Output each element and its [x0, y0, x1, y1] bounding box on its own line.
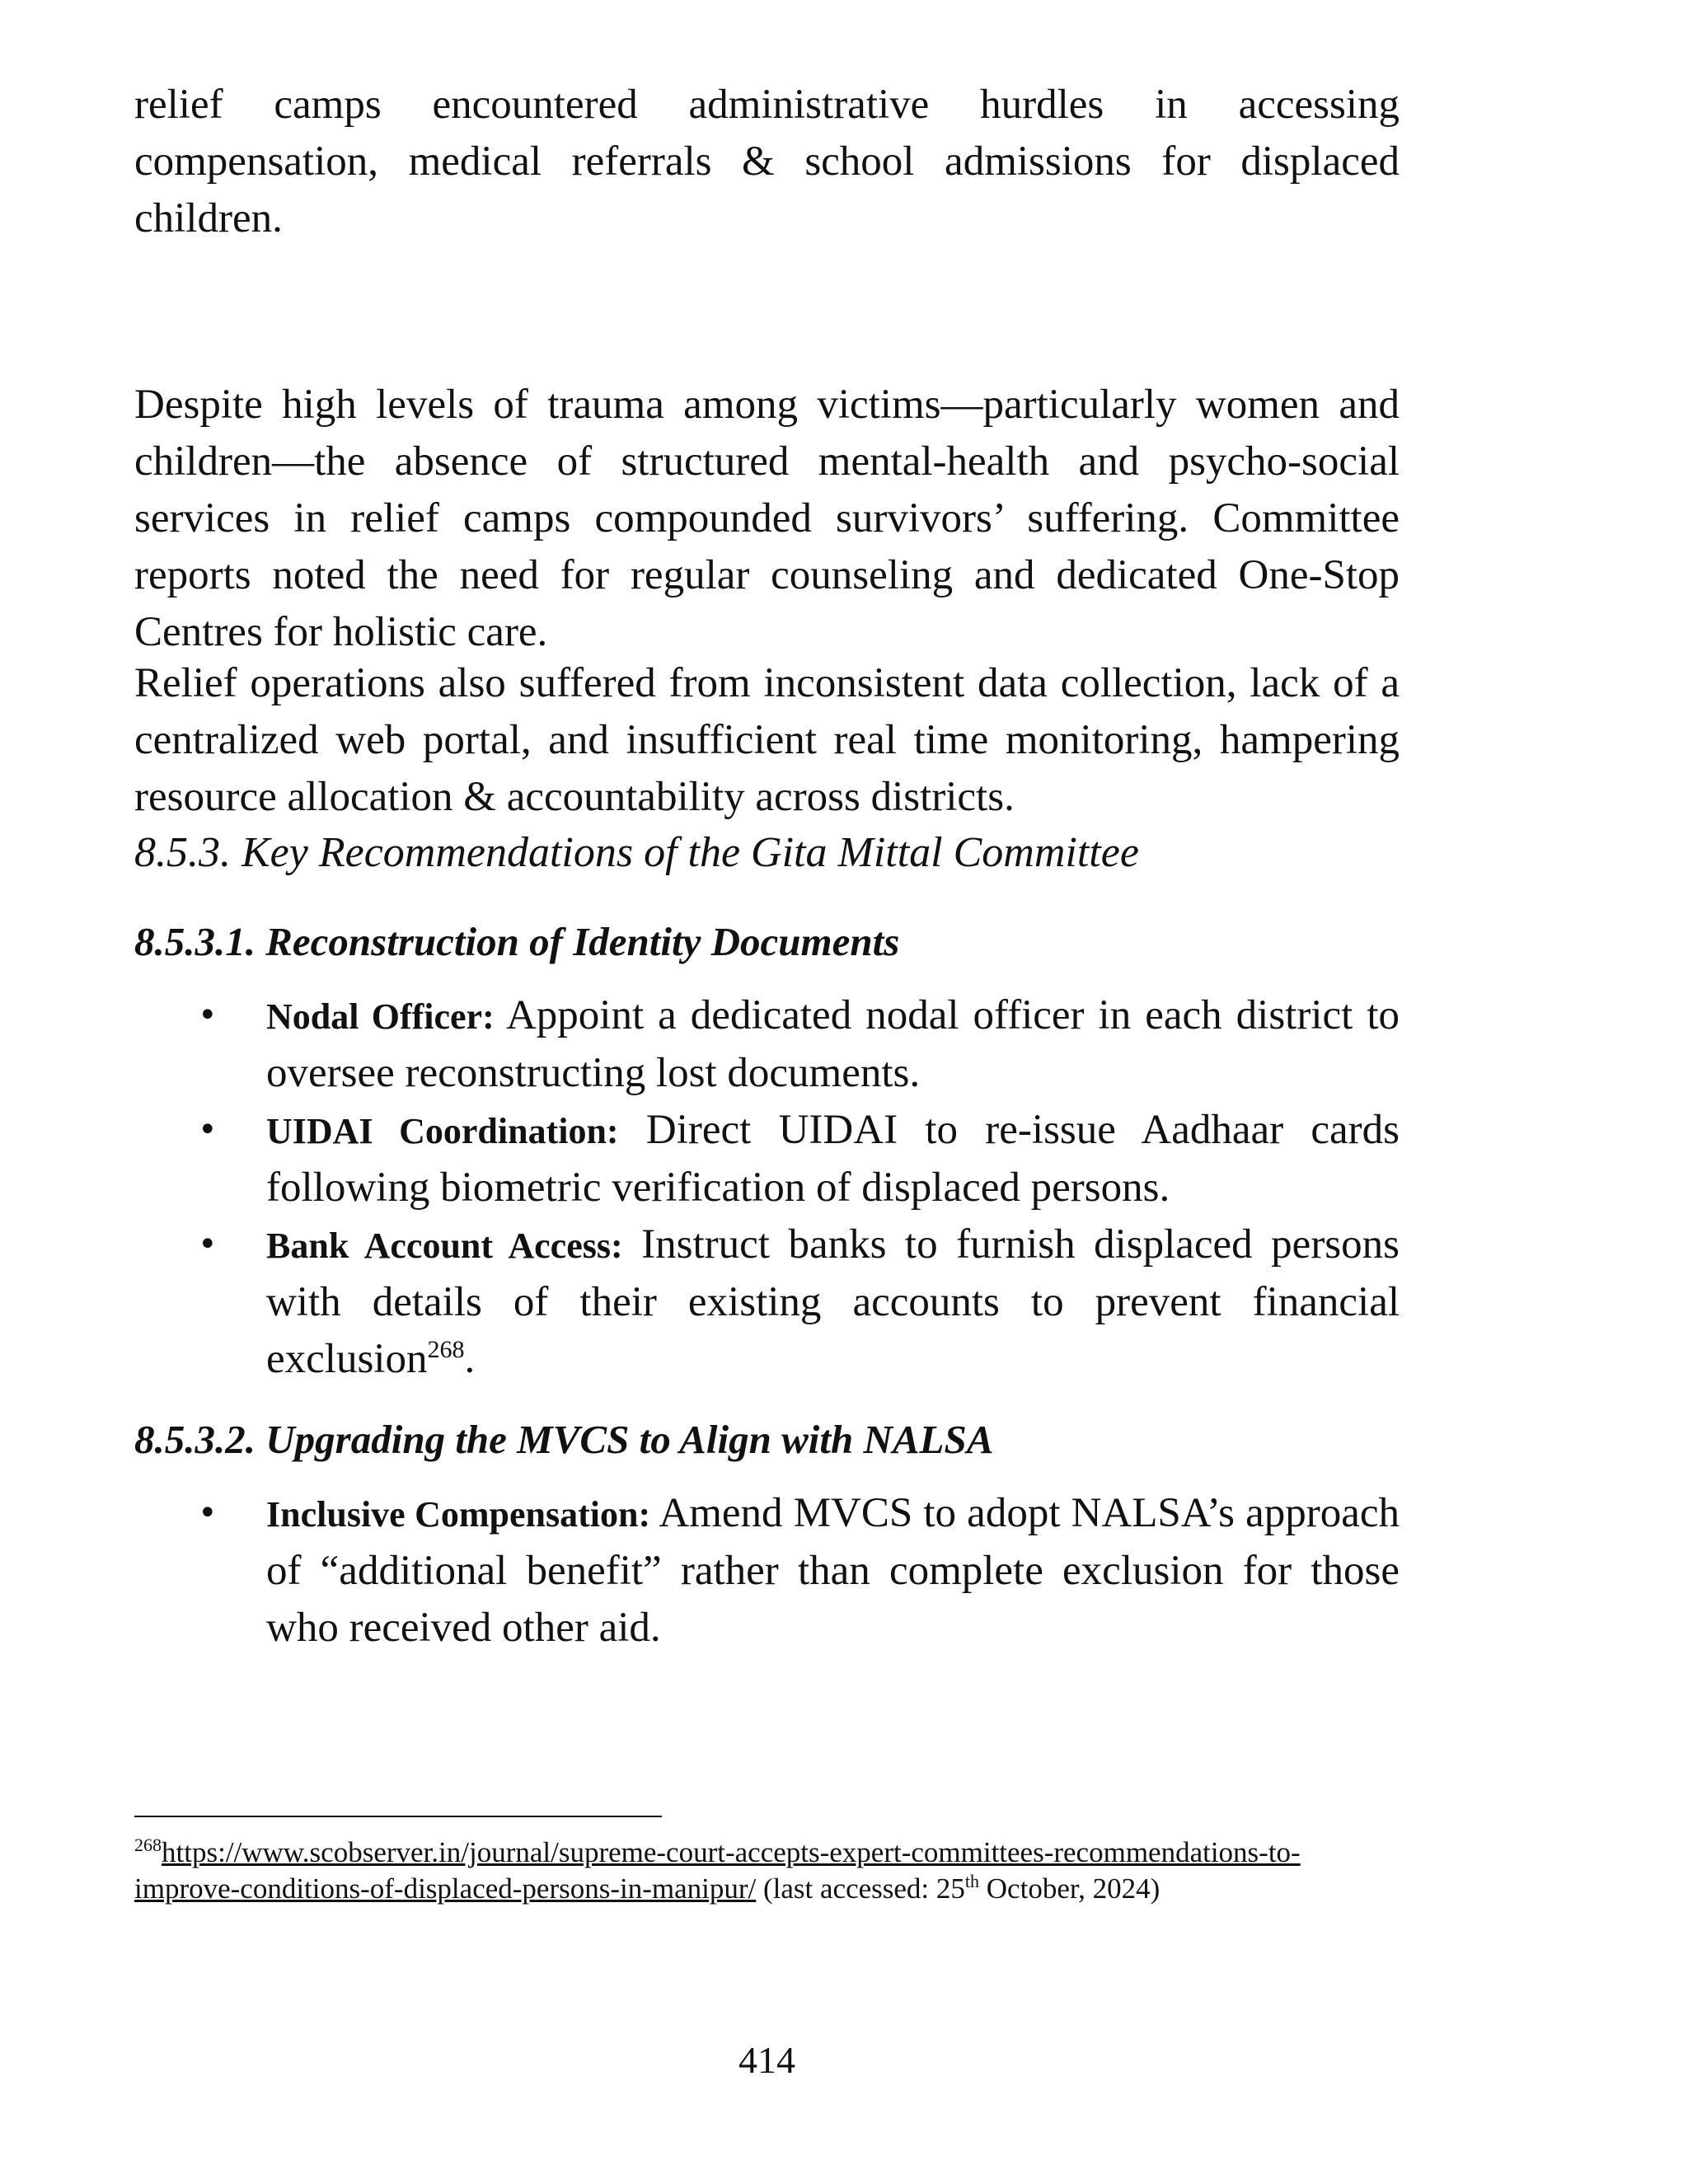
identity-documents-list	[134, 987, 1400, 1388]
bullet-icon: •	[198, 1494, 218, 1532]
list-item-trailing-punctuation: .	[464, 1336, 476, 1382]
bullet-icon: •	[198, 996, 218, 1034]
list-item-term: Nodal Officer:	[266, 996, 495, 1037]
list-item	[134, 1485, 1400, 1657]
footnote	[134, 1835, 1400, 1907]
footnote-link[interactable]: https://www.scobserver.in/journal/supreme-court-accepts-expert-committees-recommendations-to-improve-conditions-of-displaced-persons-in-manipur/	[134, 1836, 1301, 1905]
footnote-accessed-sup: th	[964, 1871, 980, 1891]
list-item-text: Appoint a dedicated nodal officer in each district to oversee reconstructing lost documents.	[266, 992, 1400, 1096]
section-heading-key-recommendations: 8.5.3. Key Recommendations of the Gita Mittal Committee	[134, 829, 1139, 876]
footnote-accessed-suffix: October, 2024)	[979, 1872, 1160, 1905]
list-item-term: Bank Account Access:	[266, 1226, 623, 1266]
list-item-term: Inclusive Compensation:	[266, 1494, 651, 1535]
list-item-text: Direct UIDAI to re-issue Aadhaar cards following biometric verification of displaced persons.	[266, 1107, 1400, 1211]
footnote-number: 268	[134, 1835, 162, 1855]
list-item-text: Amend MVCS to adopt NALSA’s approach of “additional benefit” rather than complete exclusion for those who received other aid.	[266, 1490, 1400, 1651]
list-item	[134, 1102, 1400, 1216]
subsection-heading-identity-documents: 8.5.3.1. Reconstruction of Identity Documents	[134, 919, 900, 964]
bullet-icon: •	[198, 1111, 218, 1149]
page-number: 414	[738, 2039, 795, 2081]
paragraph-relief-camps: relief camps encountered administrative hurdles in accessing compensation, medical referrals & school admissions for displaced children.	[134, 82, 1400, 241]
list-item	[134, 1216, 1400, 1388]
footnote-reference[interactable]: 268	[427, 1336, 465, 1363]
bullet-icon: •	[198, 1226, 218, 1263]
document-page	[134, 0, 1400, 2184]
list-item-term: UIDAI Coordination:	[266, 1111, 619, 1151]
footnote-accessed-prefix: (last accessed: 25	[756, 1872, 965, 1905]
list-item-text: Instruct banks to furnish displaced persons with details of their existing accounts to prevent financial exclusion	[266, 1221, 1400, 1382]
paragraph-relief-operations: Relief operations also suffered from inconsistent data collection, lack of a centralized web portal, and insufficient real time monitoring, hampering resource allocation & accountability across districts.	[134, 660, 1400, 820]
list-item	[134, 987, 1400, 1102]
paragraph-trauma: Despite high levels of trauma among victims—particularly women and children—the absence of structured mental-health and psycho-social services in relief camps compounded survivors’ suffering. Committee reports noted the need for regular counseling and dedicated One-Stop Centres for holistic care.	[134, 382, 1400, 655]
mvcs-list	[134, 1485, 1400, 1657]
footnote-separator	[134, 1816, 662, 1817]
subsection-heading-upgrading-mvcs: 8.5.3.2. Upgrading the MVCS to Align with NALSA	[134, 1417, 994, 1462]
